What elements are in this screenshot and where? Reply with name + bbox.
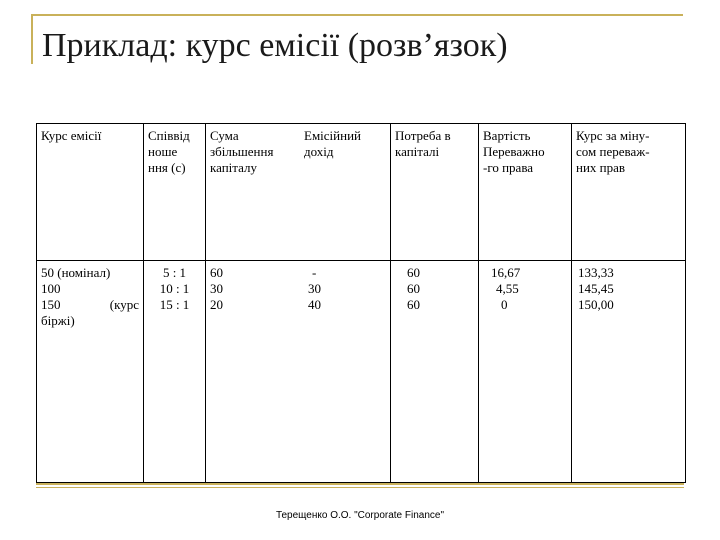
header-need-line-1: Потреба в: [395, 128, 451, 143]
header-course-label: Курс емісії: [41, 128, 102, 143]
table-row: [37, 261, 686, 483]
decor-rule-bottom-thin: [36, 487, 684, 488]
need-value-1: 60: [407, 265, 420, 280]
header-value-line-3: -го права: [483, 160, 534, 175]
header-ratio-line-1: Співвід: [148, 128, 190, 143]
header-ratio-line-2: ноше: [148, 144, 178, 159]
header-rate: [572, 124, 686, 261]
header-value: [479, 124, 572, 261]
emission-table: [36, 123, 686, 483]
ratio-value-1: 5 : 1: [162, 265, 187, 280]
rate-value-1: 133,33: [578, 265, 614, 280]
header-amount-line-3: капіталу: [210, 160, 257, 175]
income-value-2: 30: [308, 281, 321, 296]
cell-course: [37, 261, 144, 483]
amount-values: [210, 265, 292, 313]
cell-rate: [572, 261, 686, 483]
slide-footer: Терещенко О.О. "Corporate Finance": [275, 510, 445, 521]
course-value-2: 100: [41, 281, 61, 296]
amount-value-2: 30: [210, 281, 223, 296]
rate-value-2: 145,45: [578, 281, 614, 296]
course-value-1: 50 (номінал): [41, 265, 111, 280]
decor-rule-bottom: [36, 483, 684, 485]
amount-value-3: 20: [210, 297, 223, 312]
header-amount-line-1: Сума: [210, 128, 239, 143]
course-value-3-line: [41, 297, 139, 313]
header-rate-line-3: них прав: [576, 160, 626, 175]
header-ratio: [144, 124, 206, 261]
amount-value-1: 60: [210, 265, 223, 280]
decor-rule-top: [31, 14, 683, 16]
rate-value-3: 150,00: [578, 297, 614, 312]
course-tail-2: біржі): [41, 313, 75, 328]
cell-need: [391, 261, 479, 483]
header-amount: [210, 128, 292, 176]
header-ratio-line-3: ння (с): [148, 160, 186, 175]
cell-ratio: [144, 261, 206, 483]
value-value-2: 4,55: [496, 281, 519, 296]
ratio-value-2: 10 : 1: [159, 281, 190, 296]
header-amount-line-2: збільшення: [210, 144, 274, 159]
cell-amount-income: [206, 261, 391, 483]
course-tail-1: (курс: [109, 297, 139, 312]
table-header-row: [37, 124, 686, 261]
decor-rule-vertical: [31, 14, 33, 64]
need-value-2: 60: [407, 281, 420, 296]
slide-title: Приклад: курс емісії (розв’язок): [42, 27, 508, 64]
need-value-3: 60: [407, 297, 420, 312]
header-amount-income: [206, 124, 391, 261]
header-need-line-2: капіталі: [395, 144, 440, 159]
ratio-value-3: 15 : 1: [159, 297, 190, 312]
course-value-3: 150: [41, 297, 61, 312]
header-course: [37, 124, 144, 261]
header-need: [391, 124, 479, 261]
header-rate-line-1: Курс за міну-: [576, 128, 650, 143]
header-value-line-1: Вартість: [483, 128, 531, 143]
header-rate-line-2: сом переваж-: [576, 144, 650, 159]
income-value-3: 40: [308, 297, 321, 312]
cell-value: [479, 261, 572, 483]
header-income: Емісійний дохід: [304, 128, 361, 159]
income-values: [292, 265, 386, 313]
value-value-1: 16,67: [491, 265, 521, 280]
header-value-line-2: Переважно: [483, 144, 545, 159]
income-value-1: -: [312, 265, 317, 280]
value-value-3: 0: [501, 297, 508, 312]
